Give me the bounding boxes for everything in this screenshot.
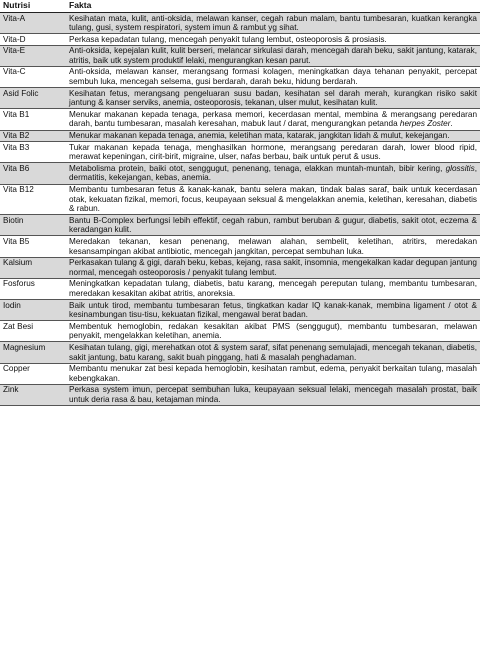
table-row: [0, 236, 480, 257]
table-row: [0, 142, 480, 163]
nutrient-name: Zat Besi: [0, 321, 66, 342]
nutrient-name: Fosforus: [0, 278, 66, 299]
fact-text: Kesihatan fetus, merangsang pengeluaran susu badan, kesihatan sel darah merah, kurangkan risiko sakit jantung & kanser serviks, anemia, osteoporosis, tekanan, ulser mulut, kesihatan kulit.: [69, 88, 477, 108]
nutrient-name: Vita B1: [0, 109, 66, 130]
nutrient-fact: [66, 321, 480, 342]
table-body: [0, 13, 480, 406]
table-row: [0, 342, 480, 363]
nutrient-name: Vita B12: [0, 184, 66, 215]
table-row: [0, 45, 480, 66]
nutrient-fact: [66, 66, 480, 87]
fact-text: Tukar makanan kepada tenaga, menghasilkan hormone, merangsang peredaran darah, lower blood ripid, merawat kepeningan, cirit-birit, migraine, ulser, nafas berbau, baik untuk perut & usus.: [69, 142, 477, 162]
nutrient-fact: [66, 342, 480, 363]
fact-text: Perkasa system imun, percepat sembuhan luka, keupayaan seksual lelaki, mencegah masalah prostat, baik untuk deria rasa & bau, ketajaman minda.: [69, 385, 477, 404]
nutrient-fact: [66, 142, 480, 163]
table-row: [0, 66, 480, 87]
fact-text: Membantu menukar zat besi kepada hemoglobin, kesihatan rambut, edema, penyakit berkaitan tulang, masalah kebengkakan.: [69, 364, 477, 383]
table-row: [0, 321, 480, 342]
nutrient-fact: [66, 45, 480, 66]
fact-text: Perkasakan tulang & gigi, darah beku, kebas, kejang, rasa sakit, insomnia, mengekalkan kadar degupan jantung normal, mencegah osteoporosis / penyakit tulang lembut.: [69, 258, 477, 277]
table-row: [0, 384, 480, 405]
nutrient-fact: [66, 109, 480, 130]
table-row: [0, 130, 480, 142]
nutrient-name: Vita-E: [0, 45, 66, 66]
nutrient-name: Vita-D: [0, 34, 66, 46]
fact-text: Meningkatkan kepadatan tulang, diabetis, batu karang, mencegah pereputan tulang, membantu tumbesaran, meredakan kesakitan akibat atritis, anoreksia.: [69, 279, 477, 298]
table-row: [0, 34, 480, 46]
column-header-fact: Fakta: [66, 0, 480, 13]
fact-text: Perkasa kepadatan tulang, mencegah penyakit tulang lembut, osteoporosis & prosiasis.: [69, 34, 387, 44]
fact-text: Kesihatan mata, kulit, anti-oksida, melawan kanser, cegah rabun malam, bantu tumbesaran, kuatkan kerangka tulang, gusi, system respiratori, system imun & rambut yg sihat.: [69, 13, 477, 33]
nutrient-fact: [66, 215, 480, 236]
nutrient-name: Kalsium: [0, 257, 66, 278]
table-row: [0, 257, 480, 278]
nutrient-fact: [66, 363, 480, 384]
nutrient-name: Biotin: [0, 215, 66, 236]
table-row: [0, 184, 480, 215]
fact-italic-term: glossitis: [445, 163, 475, 173]
fact-text: Kesihatan tulang, gigi, merehatkan otot & system saraf, sifat penenang semulajadi, mencegah tekanan, diabetis, sakit jantung, batu karang, sakit buah pinggang, hati & masalah penghadaman.: [69, 342, 477, 362]
nutrient-name: Vita B2: [0, 130, 66, 142]
nutrient-name: Magnesium: [0, 342, 66, 363]
fact-text: Anti-oksida, melawan kanser, merangsang formasi kolagen, meningkatkan daya tehanan penyakit, percepat sembuh luka, mencegah selsema, gusi berdarah, darah beku, hidung berdarah.: [69, 67, 477, 87]
nutrient-fact: [66, 300, 480, 321]
nutrient-name: Asid Folic: [0, 88, 66, 109]
nutrient-fact: [66, 34, 480, 46]
fact-text: Meredakan tekanan, kesan penenang, melawan alahan, sembelit, keletihan, atritirs, meredakan kesansampingan akibat antibiotic, mencegah jangkitan, percepat sembuhan luka.: [69, 236, 477, 256]
nutrient-name: Vita-A: [0, 13, 66, 34]
nutrient-fact: [66, 13, 480, 34]
fact-text: Metabolisma protein, baiki otot, senggugut, penenang, tenaga, elakkan muntah-muntah, bibir kering,: [69, 163, 446, 173]
nutrient-fact: [66, 130, 480, 142]
nutrient-fact: [66, 236, 480, 257]
table-row: [0, 363, 480, 384]
fact-text-tail: .: [450, 119, 453, 129]
nutrient-fact: [66, 184, 480, 215]
fact-text-tail: , dermatitis, kekejangan, kebas, anemia.: [69, 163, 477, 183]
nutrient-fact: [66, 88, 480, 109]
fact-text: Menukar makanan kepada tenaga, perkasa memori, kecerdasan mental, membina & merangsang peredaran darah, bantu tumbesaran, masalah keresahan, mabuk laut / darat, mengurangkan petanda: [69, 109, 477, 129]
nutrient-name: Vita B5: [0, 236, 66, 257]
nutrient-fact: [66, 278, 480, 299]
nutrient-fact: [66, 257, 480, 278]
fact-text: Anti-oksida, kepejalan kulit, kulit berseri, melancar sirkulasi darah, mencegah darah beku, sakit jantung, katarak, atritis, baik utk system produktif lelaki, mengurangkan kesan parut.: [69, 46, 477, 65]
table-row: [0, 215, 480, 236]
fact-text: Baik untuk tirod, membantu tumbesaran fetus, tingkatkan kadar IQ kanak-kanak, membina ligament / otot & kesinambungan tisu-tisu, kekuatan fizikal, mengawal berat badan.: [69, 300, 477, 320]
column-header-nutrient: Nutrisi: [0, 0, 66, 13]
table-row: [0, 163, 480, 184]
nutrient-name: Vita B6: [0, 163, 66, 184]
table-row: [0, 300, 480, 321]
fact-text: Membentuk hemoglobin, redakan kesakitan akibat PMS (senggugut), membantu tumbesaran, melawan penyakit, mengelakkan keletihan, anemia.: [69, 321, 477, 341]
fact-italic-term: herpes Zoster: [399, 119, 451, 129]
nutrient-name: Vita-C: [0, 66, 66, 87]
nutrient-name: Copper: [0, 363, 66, 384]
table-header-row: [0, 0, 480, 13]
fact-text: Bantu B-Complex berfungsi lebih effektif, cegah rabun, rambut beruban & gugur, diabetis, sakit otot, eczema & keradangan kulit.: [69, 215, 477, 235]
table-row: [0, 88, 480, 109]
nutrient-name: Zink: [0, 384, 66, 405]
nutrient-name: Iodin: [0, 300, 66, 321]
nutrient-fact: [66, 163, 480, 184]
fact-text: Menukar makanan kepada tenaga, anemia, keletihan mata, katarak, jangkitan lidah & mulut, kekejangan.: [69, 131, 450, 141]
fact-text: Membantu tumbesaran fetus & kanak-kanak, bantu selera makan, tindak balas saraf, baik untuk kecerdasan otak, kekuatan fizikal, memori, focus, keupayaan seksual & mengelakkan anemia, keletihan, keresahan, diabetis & rabun.: [69, 185, 477, 214]
nutrient-name: Vita B3: [0, 142, 66, 163]
table-row: [0, 278, 480, 299]
table-row: [0, 13, 480, 34]
nutrient-fact: [66, 384, 480, 405]
table-row: [0, 109, 480, 130]
